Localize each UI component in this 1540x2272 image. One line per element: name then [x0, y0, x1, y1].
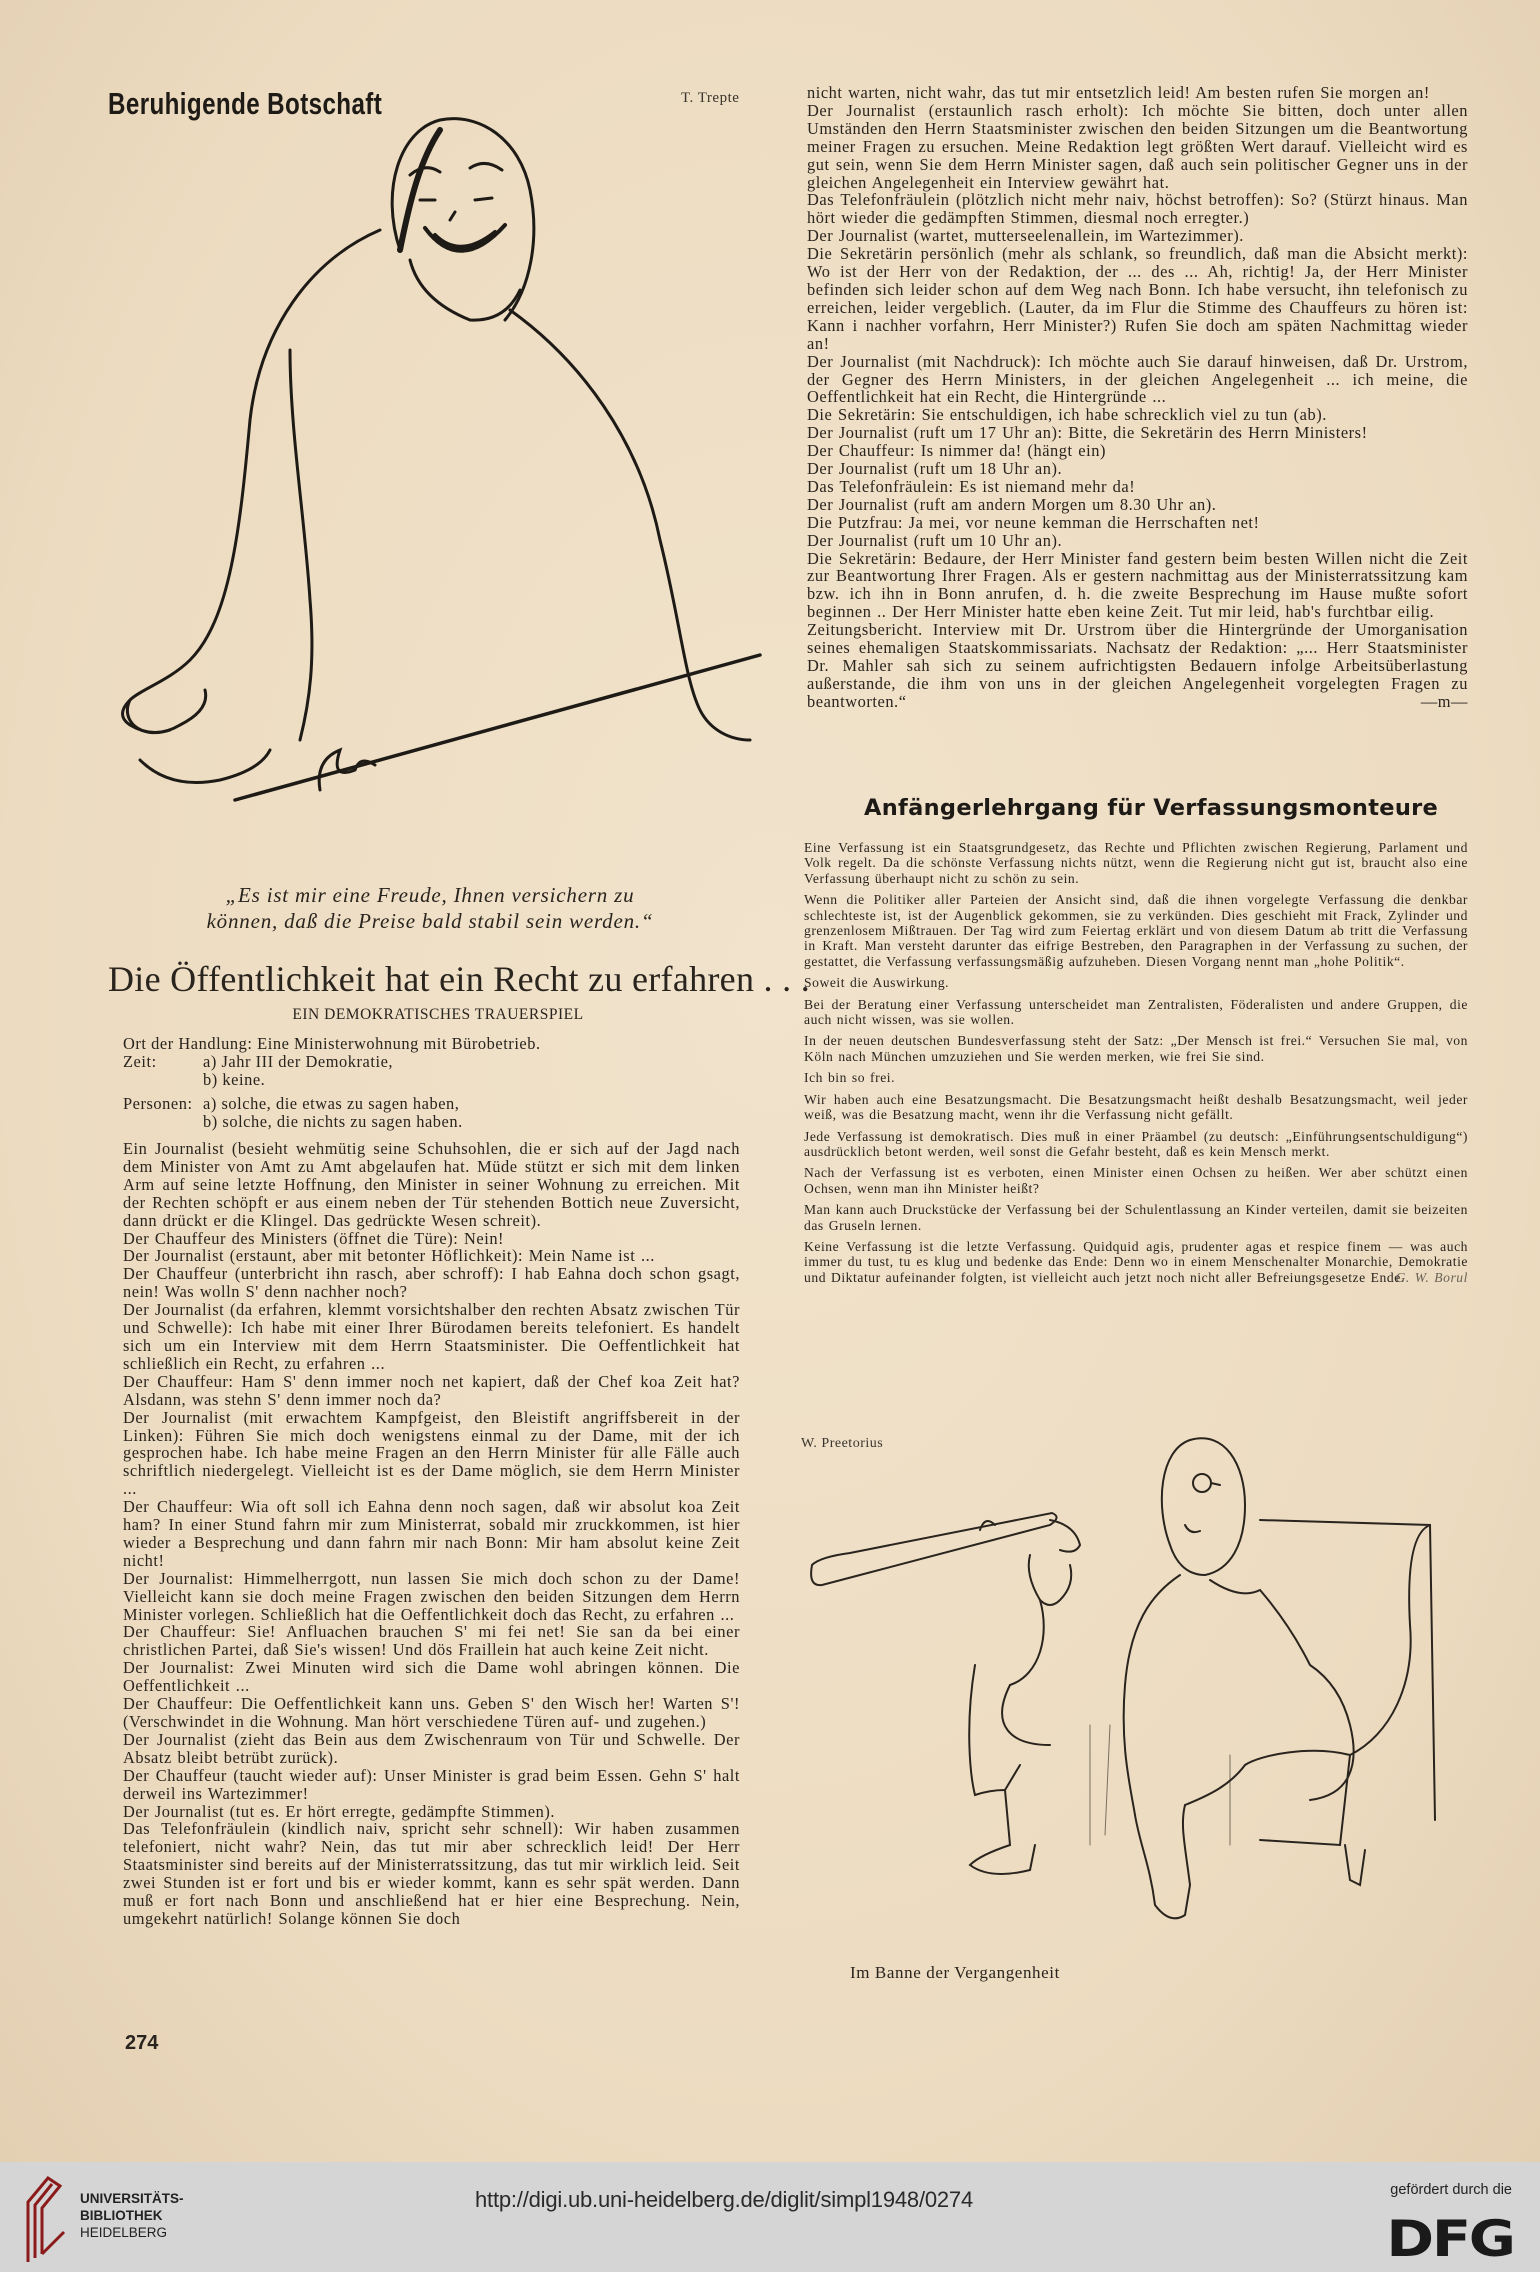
lehrgang-paragraph: Jede Verfassung ist demokratisch. Dies muß in einer Präambel (zu deutsch: „Einführungsentschuldigung“) ausdrücklich betont werden, weil sonst die Gefahr besteht, daß es kein Mensch merkt.: [804, 1128, 1468, 1159]
cartoon-caption: [170, 882, 690, 934]
time-option: a) Jahr III der Demokratie,: [203, 1051, 394, 1071]
dialog-paragraph: Der Chauffeur: Is nimmer da! (hängt ein): [807, 441, 1106, 461]
cartoon-artist-credit: T. Trepte: [681, 90, 740, 106]
dialog-paragraph: Der Journalist (wartet, mutterseelenallein, im Wartezimmer).: [807, 226, 1244, 246]
dialog-paragraph: Der Journalist: Zwei Minuten wird sich die Dame wohl abringen können. Die Oeffentlichkeit ...: [123, 1658, 740, 1696]
lehrgang-paragraph: Wenn die Politiker aller Parteien der Ansicht sind, daß die ihnen vorgelegte Verfassung die denkbar schlechteste ist, ist der Augenblick gekommen, sie zu verkünden. Dies geschieht mit Frack, Zylinder und grenzenlosem Mißtrauen. Der Tag wird zum Feiertag erklärt und von diesem Datum ab tritt die Verfassung in Kraft. Man versteht darunter das eifrige Bestreben, den Paragraphen in der Verfassung zu suchen, der gestattet, die Verfassung verfassungsmäßig aufzuheben. Diesen Vorgang nennt man „hohe Politik“.: [804, 892, 1468, 969]
play-setting: Ort der Handlung: Eine Ministerwohnung mit Bürobetrieb.: [123, 1034, 541, 1053]
library-name-line: HEIDELBERG: [80, 2225, 168, 2240]
dialog-paragraph: Der Journalist (ruft um 17 Uhr an): Bitte, die Sekretärin des Herrn Ministers!: [807, 423, 1368, 443]
persons-label: Personen:: [123, 1093, 193, 1113]
lehrgang-paragraph: Wir haben auch eine Besatzungsmacht. Die Besatzungsmacht heißt deshalb Besatzungsmacht, weil jeder weiß, was die Besatzung macht, wenn ihr die Verfassung nicht gefällt.: [804, 1091, 1468, 1123]
page-number: 274: [125, 2032, 159, 2054]
time-label: Zeit:: [123, 1051, 157, 1071]
lehrgang-text-column: [804, 840, 1468, 1292]
permalink-url[interactable]: http://digi.ub.uni-heidelberg.de/diglit/simpl1948/0274: [475, 2187, 973, 2212]
dialog-paragraph: Die Sekretärin persönlich (mehr als schlank, so freundlich, daß man die Absicht merkt): Wo ist der Herr von der Redaktion, der ... des ... Ah, richtig! Ja, der Herr Minister befinden sich leider schon auf dem Weg nach Bonn. Ich habe versucht, ihn telefonisch zu erreichen, leider vergeblich. (Lauter, da im Flur die Stimme des Chauffeurs zu hören ist: Kann i nachher vorfahrn, Herr Minister?) Rufen Sie doch am späten Nachmittag wieder an!: [807, 244, 1468, 353]
dialog-paragraph: Der Journalist (mit erwachtem Kampfgeist, den Bleistift angriffsbereit in der Linken): Führen Sie mich doch wenigstens einmal zu der Dame, mit der ich gesprochen habe. Ich habe meine Fragen an den Herrn Minister für alle Fälle auch schriftlich niedergelegt. Vielleicht ist es der Dame möglich, sie dem Herrn Minister ...: [123, 1407, 740, 1499]
dialog-paragraph: Das Telefonfräulein (plötzlich nicht mehr naiv, höchst betroffen): So? (Stürzt hinaus. Man hört wieder die gedämpften Stimmen, diesmal noch erregter.): [807, 190, 1468, 228]
persons-option: a) solche, die etwas zu sagen haben,: [203, 1093, 460, 1113]
cartoon-laughing-man-illustration: [110, 100, 790, 880]
dialog-paragraph: Der Journalist (zieht das Bein aus dem Zwischenraum von Tür und Schwelle. Der Absatz bleibt betrübt zurück).: [123, 1729, 740, 1767]
dialog-paragraph: Der Journalist (erstaunt, aber mit betonter Höflichkeit): Mein Name ist ...: [123, 1246, 655, 1266]
dialog-paragraph: Der Chauffeur: Wia oft soll ich Eahna denn noch sagen, daß wir absolut koa Zeit ham? In einer Stund fahrn mir zum Ministerrat, sobald mir zruckkommen, ist hier wieder a Besprechung und dann fahrn mir nach Bonn: Mir ham absolut keine Zeit nicht!: [123, 1497, 740, 1570]
article-subtitle: EIN DEMOKRATISCHES TRAUERSPIEL: [292, 1006, 584, 1023]
dialog-paragraph: nicht warten, nicht wahr, das tut mir entsetzlich leid! Am besten rufen Sie morgen an!: [807, 83, 1430, 102]
lehrgang-paragraphs: [804, 840, 1468, 1285]
lehrgang-paragraph: Ich bin so frei.: [804, 1070, 896, 1086]
library-name-line: BIBLIOTHEK: [80, 2208, 163, 2223]
lehrgang-paragraph: Soweit die Auswirkung.: [804, 975, 950, 991]
cartoon-caption-line: können, daß die Preise bald stabil sein werden.“: [206, 909, 654, 933]
dialog-paragraph: Der Chauffeur: Ham S' denn immer noch net kapiert, daß der Chef koa Zeit hat? Alsdann, was stehn S' denn immer noch da?: [123, 1371, 740, 1409]
dialog-paragraph: Der Chauffeur: Sie! Anfluachen brauchen S' mi fei net! Sie san da bei einer christlichen Partei, daß Sie's wissen! Und dös Fraillein hat auch keine Zeit nicht.: [123, 1622, 740, 1660]
funding-note: gefördert durch die: [1390, 2182, 1512, 2198]
persons-option: b) solche, die nichts zu sagen haben.: [203, 1111, 463, 1131]
play-text-right-column: [807, 84, 1468, 711]
dialog-paragraph: Der Journalist (ruft um 18 Uhr an).: [807, 459, 1063, 479]
dialog-paragraph: Die Putzfrau: Ja mei, vor neune kemman die Herrschaften net!: [807, 512, 1260, 532]
dialog-paragraph: Der Journalist (mit Nachdruck): Ich möchte auch Sie darauf hinweisen, daß Dr. Urstrom, der Gegner des Herrn Ministers, in der gleichen Angelegenheit ... ich meine, die Oeffentlichkeit hat ein Recht, die Hintergründe ...: [807, 351, 1468, 407]
dialog-paragraph: Der Chauffeur des Ministers (öffnet die Türe): Nein!: [123, 1228, 505, 1248]
library-name: [80, 2190, 184, 2241]
man-in-armchair-illustration: [790, 1425, 1500, 1945]
cartoon-title: Beruhigende Botschaft: [108, 86, 383, 121]
section-title: Anfängerlehrgang für Verfassungsmonteure: [864, 795, 1439, 821]
illustration-artist-credit: W. Preetorius: [801, 1436, 884, 1451]
dialog-paragraph: Ein Journalist (besieht wehmütig seine Schuhsohlen, die er sich auf der Jagd nach dem Minister von Amt zu Amt abgelaufen hat. Müde stützt er sich mit dem linken Arm auf seine letzte Hoffnung, den Minister in seiner Wohnung zu erreichen. Mit der Rechten schöpft er aus einem neben der Tür stehenden Bottich neue Zuversicht, dann drückt er die Klingel. Das gedrückte Wesen schreit).: [123, 1139, 740, 1230]
dialog-paragraph: Die Sekretärin: Bedaure, der Herr Minister fand gestern beim besten Willen nicht die Zeit zur Beantwortung Ihrer Fragen. Als er gestern nachmittag aus der Ministerratssitzung kam bzw. ich ihn in Bonn anrufen, d. h. die zweite Besprechung im Hause mußte sofort beginnen .. Der Herr Minister hatte eben keine Zeit. Tut mir leid, hab's furchtbar eilig.: [807, 548, 1468, 622]
play-text-left-column: [123, 1140, 740, 1928]
dialog-paragraph: Zeitungsbericht. Interview mit Dr. Urstrom über die Hintergründe der Umorganisation seines ehemaligen Staatskommissariats. Nachsatz der Redaktion: „... Herr Staatsminister Dr. Mahler sah sich zu seinem aufrichtigsten Bedauern infolge Arbeitsüberlastung außerstande, die ihm von uns in der gleichen Angelegenheit vorgelegten Fragen zu beantworten.“: [807, 620, 1468, 711]
dialog-paragraph: Der Journalist (tut es. Er hört erregte, gedämpfte Stimmen).: [123, 1801, 555, 1821]
dialog-paragraph: Die Sekretärin: Sie entschuldigen, ich habe schrecklich viel zu tun (ab).: [807, 405, 1327, 425]
dialog-paragraph: Der Journalist: Himmelherrgott, nun lassen Sie mich doch schon zu der Dame! Vielleicht kann sie doch meine Fragen zwischen den beiden Sitzungen dem Herrn Minister vorlegen. Schließlich hat die Oeffentlichkeit doch das Recht, zu erfahren ...: [123, 1568, 740, 1624]
digital-library-footer: [0, 2162, 1540, 2272]
lehrgang-paragraph: Bei der Beratung einer Verfassung unterscheidet man Zentralisten, Föderalisten und andere Gruppen, die auch nicht wissen, was sie wollen.: [804, 996, 1468, 1028]
dialog-paragraph: Der Journalist (ruft am andern Morgen um 8.30 Uhr an).: [807, 494, 1217, 514]
university-library-logo-icon: [18, 2172, 68, 2264]
dialog-paragraph: Der Chauffeur (unterbricht ihn rasch, aber schroff): I hab Eahna doch schon gsagt, nein! Was wolln S' denn nachher noch?: [123, 1264, 740, 1302]
lehrgang-paragraph: Man kann auch Druckstücke der Verfassung bei der Schulentlassung an Kinder verteilen, damit sie beizeiten das Gruseln lernen.: [804, 1202, 1468, 1233]
lehrgang-paragraph: Eine Verfassung ist ein Staatsgrundgesetz, das Rechte und Pflichten zwischen Regierung, Parlament und Volk regelt. Da die schönste Verfassung nichts nützt, wenn die Regierung nicht gut ist, braucht also eine Verfassung überhaupt nicht zu schön zu sein.: [804, 840, 1468, 886]
cartoon-caption-line: „Es ist mir eine Freude, Ihnen versichern zu: [225, 883, 635, 907]
time-option: b) keine.: [203, 1069, 266, 1089]
dialog-paragraph: Der Chauffeur (taucht wieder auf): Unser Minister is grad beim Essen. Gehn S' halt derweil ins Wartezimmer!: [123, 1765, 740, 1803]
illustration-caption: Im Banne der Vergangenheit: [850, 1963, 1060, 1982]
dialog-paragraph: Das Telefonfräulein (kindlich naiv, spricht sehr schnell): Wir haben zusammen telefoniert, nicht wahr? Nein, das tut mir aber schrecklich leid! Der Herr Staatsminister sind bereits auf der Ministerratssitzung, das tut mir wirklich leid. Seit zwei Stunden ist er fort und bis er wieder kommt, kann es sehr spät werden. Dann muß er fort nach Bonn und anschließend hat er hier eine Besprechung. Nein, umgekehrt natürlich! Solange können Sie doch: [123, 1819, 740, 1928]
dialog-paragraph: Der Journalist (da erfahren, klemmt vorsichtshalber den rechten Absatz zwischen Tür und Schwelle): Ich habe mit einer Ihrer Bürodamen bereits telefoniert. Es handelt sich um ein Interview mit dem Herrn Staatsminister. Die Oeffentlichkeit hat schließlich ein Recht, zu erfahren ...: [123, 1300, 740, 1373]
library-name-line: UNIVERSITÄTS-: [80, 2191, 184, 2206]
lehrgang-paragraph: Nach der Verfassung ist es verboten, einen Minister einen Ochsen zu heißen. Wer aber schützt einen Ochsen, wenn man ihn Minister heißt?: [804, 1165, 1468, 1196]
lehrgang-paragraph: In der neuen deutschen Bundesverfassung steht der Satz: „Der Mensch ist frei.“ Versuchen Sie mal, von Köln nach München umzuziehen und Sie werden merken, wie frei Sie sind.: [804, 1033, 1468, 1064]
dfg-logo: DFG: [1386, 2210, 1514, 2268]
dialog-paragraph: Das Telefonfräulein: Es ist niemand mehr da!: [807, 476, 1136, 496]
dialog-paragraph: Der Chauffeur: Die Oeffentlichkeit kann uns. Geben S' den Wisch her! Warten S'! (Verschwindet in die Wohnung. Man hört verschiedene Türen auf- und zugehen.): [123, 1694, 740, 1731]
play-cast-list: [123, 1035, 740, 1131]
author-signature: —m—: [1420, 691, 1468, 711]
dialog-paragraphs: [807, 84, 1468, 711]
dialog-paragraph: Der Journalist (ruft um 10 Uhr an).: [807, 530, 1063, 550]
lehrgang-paragraph: Keine Verfassung ist die letzte Verfassung. Quidquid agis, prudenter agas et respice finem — was auch immer du tust, tu es klug und bedenke das Ende: Denn wo in einem Menschenalter Monarchie, Demokratie und Diktatur aufeinander folgten, ist vielleicht auch jetzt noch nicht aller Befreiungsgesetze Ende.: [804, 1238, 1468, 1285]
article-title: Die Öffentlichkeit hat ein Recht zu erfahren . . .: [108, 959, 811, 999]
dialog-paragraph: Der Journalist (erstaunlich rasch erholt): Ich möchte Sie bitten, doch unter allen Umständen den Herrn Staatsminister zwischen den beiden Sitzungen um die Beantwortung meiner Fragen zu ersuchen. Meine Redaktion legt größten Wert darauf. Vielleicht wird es gut sein, wenn Sie dem Herrn Minister sagen, daß auch sein politischer Gegner uns in der gleichen Angelegenheit ein Interview gewährt hat.: [807, 100, 1468, 192]
author-signature: G. W. Borul: [1395, 1270, 1468, 1286]
